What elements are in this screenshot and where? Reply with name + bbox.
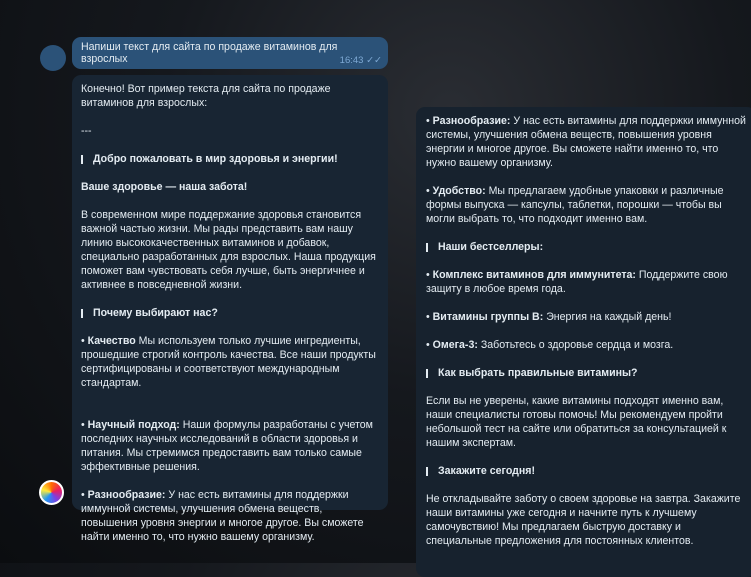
bot-message (72, 75, 388, 543)
heading-order: Закажите сегодня! (426, 464, 746, 478)
heading-bestsellers: Наши бестселлеры: (426, 240, 746, 254)
paragraph: Если вы не уверены, какие витамины подходят именно вам, наши специалисты готовы помочь! Мы рекомендуем пройти небольшой тест на сайте или обратиться за консультацией к нашим экспертам. (426, 395, 727, 449)
heading-why: Почему выбирают нас? (81, 306, 379, 320)
list-item: • Удобство: Мы предлагаем удобные упаковки и различные формы выпуска — капсулы, таблетки, порошки — чтобы вы могли выбрать то, что подходит именно вам. (426, 185, 724, 225)
message-time: 16:43 ✓✓ (339, 55, 382, 66)
paragraph: В современном мире поддержание здоровья становится важной частью жизни. Мы рады представить вам нашу линию высококачественных витаминов и добавок, специально разработанных для взрослых. Наша продукция поможет вам чувствовать себя лучше, быть энергичнее и активнее в повседневной жизни. (81, 209, 376, 291)
tagline: Ваше здоровье — наша забота! (81, 181, 248, 193)
paragraph: Не откладывайте заботу о своем здоровье на завтра. Закажите наши витамины уже сегодня и начните путь к лучшему самочувствию! Мы предлагаем быструю доставку и специальные предложения для постоянных клиентов. (426, 493, 741, 547)
list-item: • Разнообразие: У нас есть витамины для поддержки иммунной системы, улучшения обмена веществ, повышения уровня энергии и многое другое. Вы сможете найти именно то, что нужно вашему организму. (426, 115, 746, 169)
message-continuation-panel (416, 107, 751, 577)
heading-welcome: Добро пожаловать в мир здоровья и энергии! (81, 152, 379, 166)
list-item: • Научный подход: Наши формулы разработаны с учетом последних научных исследований в области здоровья и питания. Мы стремимся предоставить вам только самые эффективные решения. (81, 419, 373, 473)
list-item: • Качество Мы используем только лучшие ингредиенты, прошедшие строгий контроль качества. Все наши продукты сертифицированы и соответствуют международным стандартам. (81, 335, 376, 389)
user-message-text: Напиши текст для сайта по продаже витаминов для взрослых (81, 41, 338, 65)
list-item: • Разнообразие: У нас есть витамины для поддержки иммунной системы, улучшения обмена веществ, повышения уровня энергии и многое другое. Вы сможете найти именно то, что нужно вашему организму. (81, 489, 364, 543)
bot-avatar[interactable] (39, 480, 64, 505)
user-avatar[interactable] (40, 45, 66, 71)
user-message (72, 37, 388, 69)
separator: --- (81, 125, 92, 137)
list-item: • Омега-3: Заботьтесь о здоровье сердца и мозга. (426, 339, 674, 351)
list-item: • Комплекс витаминов для иммунитета: Поддержите свою защиту в любое время года. (426, 269, 728, 295)
list-item: • Витамины группы B: Энергия на каждый день! (426, 311, 672, 323)
intro-text: Конечно! Вот пример текста для сайта по продаже витаминов для взрослых: (81, 83, 331, 109)
double-check-icon: ✓✓ (366, 55, 382, 66)
heading-choose: Как выбрать правильные витамины? (426, 366, 746, 380)
